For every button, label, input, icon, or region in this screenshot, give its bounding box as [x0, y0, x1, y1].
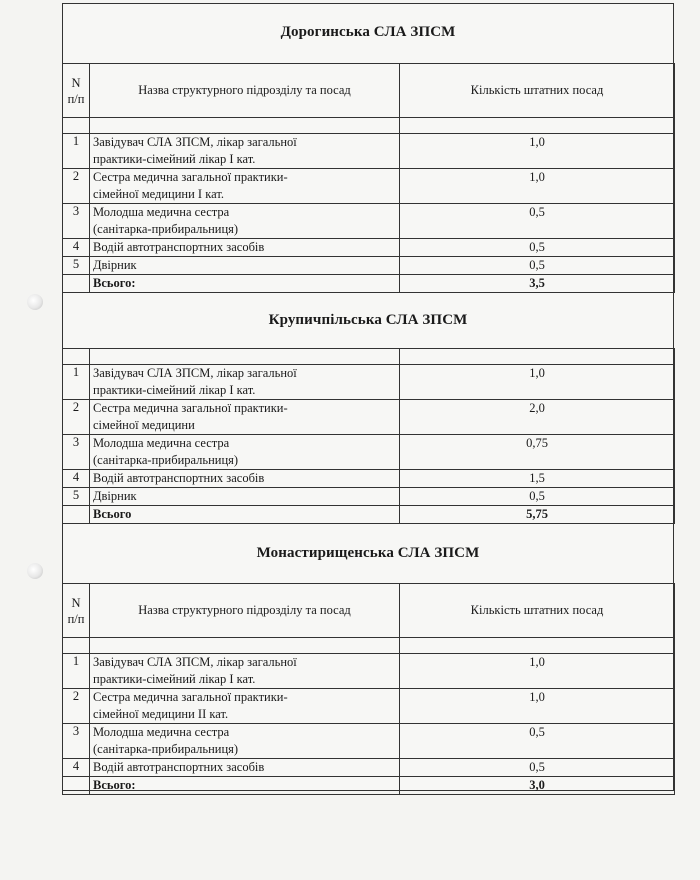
row-quantity: 1,0 — [400, 134, 675, 169]
row-name-line: Сестра медична загальної практики- — [93, 170, 288, 184]
row-number: 2 — [63, 689, 90, 724]
row-name-line: Завідувач СЛА ЗПСМ, лікар загальної — [93, 135, 297, 149]
row-name-line: практики-сімейний лікар І кат. — [93, 152, 256, 166]
row-name-line: сімейної медицини І кат. — [93, 187, 224, 201]
staff-table — [62, 63, 675, 293]
row-name — [90, 435, 400, 470]
row-quantity: 0,75 — [400, 435, 675, 470]
punch-hole — [27, 563, 43, 579]
row-quantity: 1,0 — [400, 689, 675, 724]
row-number: 3 — [63, 724, 90, 759]
table-row — [63, 204, 675, 239]
row-name-line: Завідувач СЛА ЗПСМ, лікар загальної — [93, 366, 297, 380]
table-row — [63, 724, 675, 759]
total-value: 5,75 — [400, 506, 675, 524]
row-name-line: Водій автотранспортних засобів — [93, 240, 265, 254]
row-quantity: 0,5 — [400, 724, 675, 759]
table-row — [63, 689, 675, 724]
row-number: 5 — [63, 488, 90, 506]
row-number: 1 — [63, 134, 90, 169]
row-name — [90, 400, 400, 435]
staff-table — [62, 348, 675, 524]
row-name-line: (санітарка-прибиральниця) — [93, 453, 239, 467]
row-name-line: (санітарка-прибиральниця) — [93, 222, 239, 236]
section-title: Монастирищенська СЛА ЗПСМ — [256, 545, 480, 561]
row-name-line: Сестра медична загальної практики- — [93, 690, 288, 704]
header-quantity: Кількість штатних посад — [400, 584, 675, 638]
row-quantity: 0,5 — [400, 759, 675, 777]
header-number: N п/п — [63, 584, 90, 638]
row-name-line: сімейної медицини — [93, 418, 195, 432]
total-value: 3,0 — [400, 777, 675, 795]
total-row — [63, 275, 675, 293]
row-name — [90, 689, 400, 724]
row-name-line: Молодша медична сестра — [93, 205, 230, 219]
table-row — [63, 488, 675, 506]
row-name-line: Молодша медична сестра — [93, 725, 230, 739]
row-name — [90, 365, 400, 400]
row-name-line: Водій автотранспортних засобів — [93, 760, 265, 774]
row-name-line: Двірник — [93, 258, 137, 272]
row-name — [90, 169, 400, 204]
section-title: Крупичпільська СЛА ЗПСМ — [268, 312, 468, 328]
row-number: 5 — [63, 257, 90, 275]
row-name-line: Молодша медична сестра — [93, 436, 230, 450]
row-name-line: Водій автотранспортних засобів — [93, 471, 265, 485]
row-name — [90, 204, 400, 239]
table-row — [63, 435, 675, 470]
table-header-row — [63, 64, 675, 118]
row-number: 1 — [63, 654, 90, 689]
row-name-line: (санітарка-прибиральниця) — [93, 742, 239, 756]
row-number: 2 — [63, 400, 90, 435]
total-row — [63, 777, 675, 795]
row-quantity: 1,0 — [400, 365, 675, 400]
row-quantity: 1,0 — [400, 169, 675, 204]
table-header-row — [63, 584, 675, 638]
row-name — [90, 488, 400, 506]
row-name — [90, 257, 400, 275]
row-number: 3 — [63, 435, 90, 470]
row-number: 2 — [63, 169, 90, 204]
header-quantity: Кількість штатних посад — [400, 64, 675, 118]
header-number: N п/п — [63, 64, 90, 118]
row-quantity: 2,0 — [400, 400, 675, 435]
row-name-line: Сестра медична загальної практики- — [93, 401, 288, 415]
table-row — [63, 654, 675, 689]
row-name-line: сімейної медицини ІІ кат. — [93, 707, 229, 721]
row-quantity: 0,5 — [400, 257, 675, 275]
row-name-line: практики-сімейний лікар І кат. — [93, 383, 256, 397]
row-number: 4 — [63, 759, 90, 777]
total-label: Всього: — [90, 275, 400, 293]
row-quantity: 1,5 — [400, 470, 675, 488]
total-row — [63, 506, 675, 524]
header-name: Назва структурного підрозділу та посад — [90, 584, 400, 638]
total-label: Всього: — [90, 777, 400, 795]
staff-table — [62, 583, 675, 795]
table-row — [63, 169, 675, 204]
row-quantity: 0,5 — [400, 239, 675, 257]
table-row — [63, 400, 675, 435]
row-name-line: практики-сімейний лікар І кат. — [93, 672, 256, 686]
total-value: 3,5 — [400, 275, 675, 293]
spacer-row — [63, 638, 675, 654]
row-name — [90, 724, 400, 759]
header-name: Назва структурного підрозділу та посад — [90, 64, 400, 118]
row-number: 4 — [63, 470, 90, 488]
table-row — [63, 257, 675, 275]
total-label: Всього — [90, 506, 400, 524]
row-quantity: 1,0 — [400, 654, 675, 689]
row-name-line: Двірник — [93, 489, 137, 503]
table-row — [63, 470, 675, 488]
row-name — [90, 470, 400, 488]
table-row — [63, 365, 675, 400]
row-number: 3 — [63, 204, 90, 239]
row-name — [90, 654, 400, 689]
row-name — [90, 134, 400, 169]
row-quantity: 0,5 — [400, 488, 675, 506]
spacer-row — [63, 118, 675, 134]
row-quantity: 0,5 — [400, 204, 675, 239]
section-title: Дорогинська СЛА ЗПСМ — [280, 24, 456, 40]
row-name-line: Завідувач СЛА ЗПСМ, лікар загальної — [93, 655, 297, 669]
table-row — [63, 239, 675, 257]
punch-hole — [27, 294, 43, 310]
row-number: 1 — [63, 365, 90, 400]
row-number: 4 — [63, 239, 90, 257]
table-row — [63, 759, 675, 777]
spacer-row — [63, 349, 675, 365]
table-row — [63, 134, 675, 169]
row-name — [90, 759, 400, 777]
row-name — [90, 239, 400, 257]
